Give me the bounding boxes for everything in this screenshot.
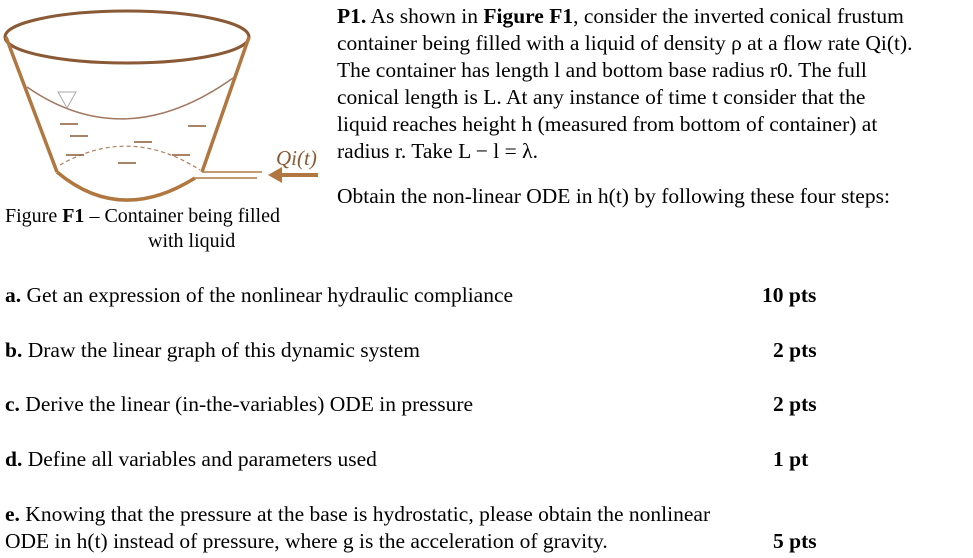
step-c-points: 2 pts [773, 392, 817, 416]
problem-line-1: P1. As shown in Figure F1, consider the inverted conical frustum [337, 4, 904, 28]
step-a-points: 10 pts [762, 283, 817, 307]
step-e-points: 5 pts [773, 529, 817, 553]
step-d-points: 1 pt [773, 447, 809, 471]
problem-line-2: container being filled with a liquid of density ρ at a flow rate Qi(t). [337, 31, 913, 55]
figure-caption: Figure F1 – Container being filled [5, 205, 280, 227]
flow-rate-label: Qi(t) [276, 146, 317, 170]
instruction: Obtain the non-linear ODE in h(t) by following these four steps: [337, 184, 890, 208]
step-d: d. Define all variables and parameters used [5, 447, 377, 471]
problem-line-4: conical length is L. At any instance of time t consider that the [337, 85, 866, 109]
container-rim [5, 11, 249, 63]
dashed-curve [60, 146, 200, 170]
liquid-surface [27, 78, 233, 119]
step-e: e. Knowing that the pressure at the base is hydrostatic, please obtain the nonlinear [5, 502, 711, 526]
figure-caption-line2: with liquid [148, 230, 236, 252]
step-e-line2: ODE in h(t) instead of pressure, where g is the acceleration of gravity. [5, 529, 608, 553]
step-c: c. Derive the linear (in-the-variables) ODE in pressure [5, 392, 474, 416]
container-figure [0, 0, 330, 210]
inlet-pipe [195, 172, 262, 178]
step-a: a. Get an expression of the nonlinear hydraulic compliance [5, 283, 514, 307]
container-bottom [57, 172, 195, 200]
step-b-points: 2 pts [773, 338, 817, 362]
problem-line-6: radius r. Take L − l = λ. [337, 139, 538, 163]
step-b: b. Draw the linear graph of this dynamic system [5, 338, 420, 362]
problem-line-5: liquid reaches height h (measured from bottom of container) at [337, 112, 878, 136]
liquid-marks [60, 124, 206, 163]
problem-line-3: The container has length l and bottom base radius r0. The full [337, 58, 867, 82]
